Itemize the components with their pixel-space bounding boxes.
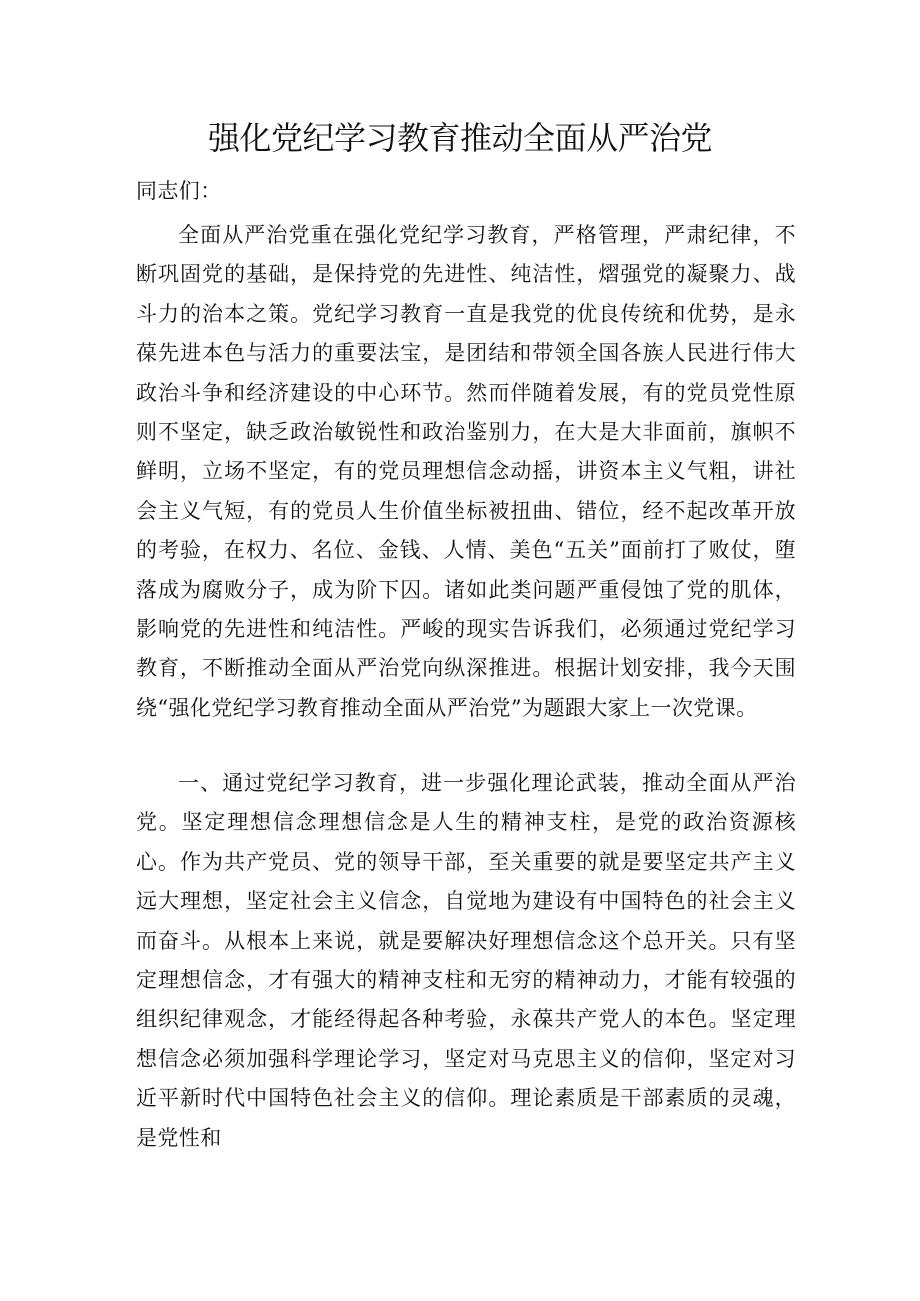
salutation: 同志们： [136,179,222,203]
document-title: 强化党纪学习教育推动全面从严治党 [207,119,712,157]
paragraph-section-one: 一、通过党纪学习教育，进一步强化理论武装，推动全面从严治党。坚定理想信念理想信念是人生的精神支柱，是党的政治资源核心。作为共产党员、党的领导干部，至关重要的就是要坚定共产主义远大理想，坚定社会主义信念，自觉地为建设有中国特色的社会主义而奋斗。从根本上来说，就是要解决好理想信念这个总开关。只有坚定理想信念，才有强大的精神支柱和无穷的精神动力，才能有较强的组织纪律观念，才能经得起各种考验，永葆共产党人的本色。坚定理想信念必须加强科学理论学习，坚定对马克思主义的信仰，坚定对习近平新时代中国特色社会主义的信仰。理论素质是干部素质的灵魂，是党性和 [136,771,796,1150]
paragraph-intro: 全面从严治党重在强化党纪学习教育，严格管理，严肃纪律，不断巩固党的基础，是保持党的先进性、纯洁性，熠强党的凝聚力、战斗力的治本之策。党纪学习教育一直是我党的优良传统和优势，是永葆先进本色与活力的重要法宝，是团结和带领全国各族人民进行伟大政治斗争和经济建设的中心环节。然而伴随着发展，有的党员党性原则不坚定，缺乏政治敏锐性和政治鉴别力，在大是大非面前，旗帜不鲜明，立场不坚定，有的党员理想信念动摇，讲资本主义气粗，讲社会主义气短，有的党员人生价值坐标被扭曲、错位，经不起改革开放的考验，在权力、名位、金钱、人情、美色“五关”面前打了败仗，堕落成为腐败分子，成为阶下囚。诸如此类问题严重侵蚀了党的肌体，影响党的先进性和纯洁性。严峻的现实告诉我们，必须通过党纪学习教育，不断推动全面从严治党向纵深推进。根据计划安排，我今天围绕“强化党纪学习教育推动全面从严治党”为题跟大家上一次党课。 [136,223,796,720]
